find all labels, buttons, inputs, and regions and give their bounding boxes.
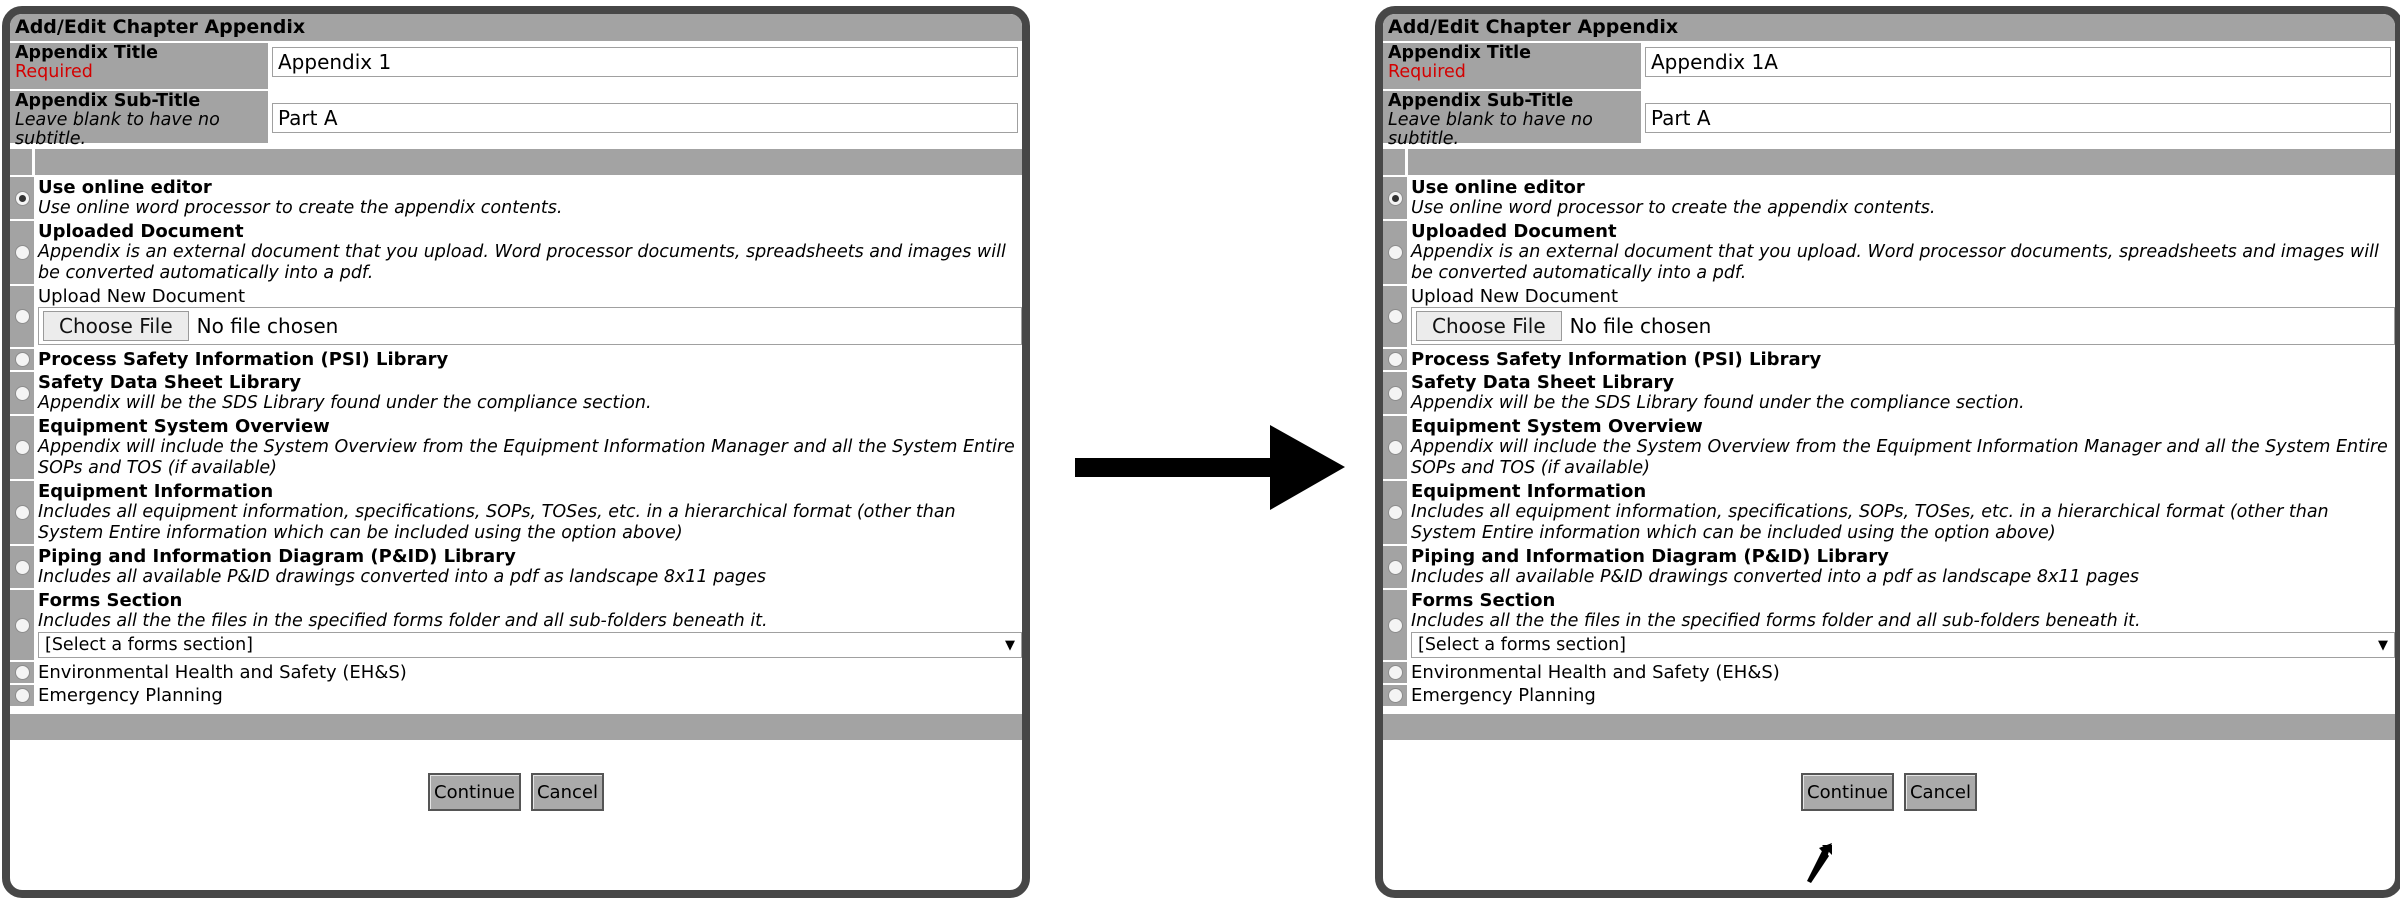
appendix-title-label: Appendix Title (1388, 43, 1531, 63)
option-title: Process Safety Information (PSI) Library (38, 349, 449, 370)
continue-button[interactable]: Continue (428, 773, 521, 811)
appendix-subtitle-label-cell (1383, 91, 1641, 149)
appendix-subtitle-input[interactable] (1645, 103, 2391, 133)
footer-divider (1383, 714, 2395, 740)
option-online-editor[interactable] (1383, 175, 2395, 219)
chevron-down-icon: ▼ (1005, 637, 1015, 653)
forms-section-select[interactable] (1411, 632, 2395, 658)
appendix-title-label: Appendix Title (15, 43, 158, 63)
subtitle-hint: Leave blank to have no subtitle. (1388, 110, 1593, 149)
appendix-subtitle-label: Appendix Sub-Title (1388, 91, 1574, 111)
mouse-pointer-icon (1805, 843, 1833, 883)
section-divider (1383, 149, 2395, 175)
option-title: Use online editor (1411, 177, 1585, 198)
option-desc: Appendix is an external document that you upload. Word processor documents, spreadsheets and images will be converted automatically into a pdf. (38, 242, 1006, 283)
option-equipment-information[interactable] (1383, 479, 2395, 544)
appendix-title-label-cell (1383, 43, 1641, 89)
option-title: Safety Data Sheet Library (1411, 372, 1675, 393)
option-title: Equipment System Overview (38, 416, 330, 437)
option-upload-new[interactable] (1383, 284, 2395, 347)
option-uploaded-document[interactable] (10, 219, 1022, 284)
action-buttons (1383, 773, 2395, 811)
option-pid-library[interactable] (1383, 544, 2395, 588)
option-desc: Includes all available P&ID drawings converted into a pdf as landscape 8x11 pages (1411, 567, 2140, 587)
radio-pid-library[interactable] (1388, 560, 1403, 575)
radio-sds-library[interactable] (15, 386, 30, 401)
footer-divider (10, 714, 1022, 740)
radio-forms-section[interactable] (1388, 618, 1403, 633)
option-upload-new[interactable] (10, 284, 1022, 347)
option-title: Piping and Information Diagram (P&ID) Library (38, 546, 516, 567)
file-status: No file chosen (1569, 313, 1712, 338)
option-title: Upload New Document (1411, 286, 1619, 307)
continue-button[interactable]: Continue (1801, 773, 1894, 811)
chevron-down-icon: ▼ (2378, 637, 2388, 653)
appendix-subtitle-row (10, 89, 1022, 149)
option-desc: Appendix will include the System Overview from the Equipment Information Manager and all the System Entire SOPs and TOS (if available) (38, 437, 1015, 478)
appendix-subtitle-label-cell (10, 91, 268, 149)
required-note: Required (1388, 62, 1466, 82)
radio-ehs[interactable] (15, 665, 30, 680)
option-desc: Includes all available P&ID drawings converted into a pdf as landscape 8x11 pages (38, 567, 767, 587)
appendix-title-input[interactable] (272, 47, 1018, 77)
appendix-subtitle-row (1383, 89, 2395, 149)
option-title: Use online editor (38, 177, 212, 198)
radio-sds-library[interactable] (1388, 386, 1403, 401)
option-equipment-overview[interactable] (1383, 414, 2395, 479)
option-desc: Appendix will be the SDS Library found under the compliance section. (1411, 393, 2025, 413)
dialog-title: Add/Edit Chapter Appendix (10, 14, 1022, 41)
radio-pid-library[interactable] (15, 560, 30, 575)
file-status: No file chosen (196, 313, 339, 338)
radio-equipment-overview[interactable] (1388, 440, 1403, 455)
appendix-title-row (1383, 41, 2395, 89)
arrow-right-icon (1075, 425, 1345, 510)
option-title: Emergency Planning (1411, 685, 1596, 706)
option-title: Piping and Information Diagram (P&ID) Library (1411, 546, 1889, 567)
option-desc: Includes all the the files in the specified forms folder and all sub-folders beneath it. (38, 611, 768, 631)
option-sds-library[interactable] (1383, 370, 2395, 414)
radio-emergency-planning[interactable] (1388, 688, 1403, 703)
option-emergency-planning[interactable] (1383, 683, 2395, 706)
option-desc: Appendix will be the SDS Library found under the compliance section. (38, 393, 652, 413)
option-desc: Appendix is an external document that you upload. Word processor documents, spreadsheets and images will be converted automatically into a pdf. (1411, 242, 2379, 283)
option-title: Forms Section (38, 590, 183, 611)
option-title: Equipment Information (38, 481, 274, 502)
choose-file-button[interactable]: Choose File (1416, 311, 1562, 341)
option-desc: Includes all equipment information, specifications, SOPs, TOSes, etc. in a hierarchical format (other than System Entire information which can be included using the option above) (38, 502, 956, 543)
option-title: Upload New Document (38, 286, 246, 307)
option-psi-library[interactable] (10, 347, 1022, 370)
appendix-title-label-cell (10, 43, 268, 89)
option-emergency-planning[interactable] (10, 683, 1022, 706)
option-uploaded-document[interactable] (1383, 219, 2395, 284)
option-forms-section[interactable] (1383, 588, 2395, 660)
option-online-editor[interactable] (10, 175, 1022, 219)
choose-file-button[interactable]: Choose File (43, 311, 189, 341)
option-ehs[interactable] (10, 660, 1022, 683)
radio-ehs[interactable] (1388, 665, 1403, 680)
option-forms-section[interactable] (10, 588, 1022, 660)
option-desc: Appendix will include the System Overview from the Equipment Information Manager and all the System Entire SOPs and TOS (if available) (1411, 437, 2388, 478)
option-title: Equipment Information (1411, 481, 1647, 502)
required-note: Required (15, 62, 93, 82)
option-title: Forms Section (1411, 590, 1556, 611)
appendix-subtitle-label: Appendix Sub-Title (15, 91, 201, 111)
dialog-title: Add/Edit Chapter Appendix (1383, 14, 2395, 41)
file-picker (1411, 307, 2395, 345)
appendix-title-row (10, 41, 1022, 89)
option-sds-library[interactable] (10, 370, 1022, 414)
cancel-button[interactable]: Cancel (531, 773, 604, 811)
action-buttons (10, 773, 1022, 811)
cancel-button[interactable]: Cancel (1904, 773, 1977, 811)
option-desc: Use online word processor to create the appendix contents. (1411, 198, 1936, 218)
option-pid-library[interactable] (10, 544, 1022, 588)
option-desc: Includes all equipment information, specifications, SOPs, TOSes, etc. in a hierarchical format (other than System Entire information which can be included using the option above) (1411, 502, 2329, 543)
radio-equipment-information[interactable] (1388, 505, 1403, 520)
radio-equipment-overview[interactable] (15, 440, 30, 455)
section-divider (10, 149, 1022, 175)
radio-online-editor[interactable] (1388, 191, 1403, 206)
appendix-title-input[interactable] (1645, 47, 2391, 77)
option-title: Uploaded Document (38, 221, 244, 242)
radio-upload-new[interactable] (15, 309, 30, 324)
forms-section-select-value: [Select a forms section] (45, 634, 254, 655)
option-title: Environmental Health and Safety (EH&S) (1411, 662, 1780, 683)
option-equipment-information[interactable] (10, 479, 1022, 544)
file-picker (38, 307, 1022, 345)
forms-section-select[interactable] (38, 632, 1022, 658)
radio-uploaded-document[interactable] (15, 245, 30, 260)
option-ehs[interactable] (1383, 660, 2395, 683)
option-title: Process Safety Information (PSI) Library (1411, 349, 1822, 370)
option-title: Equipment System Overview (1411, 416, 1703, 437)
radio-psi-library[interactable] (1388, 352, 1403, 367)
radio-emergency-planning[interactable] (15, 688, 30, 703)
option-title: Safety Data Sheet Library (38, 372, 302, 393)
dialog-after (1375, 6, 2400, 898)
radio-forms-section[interactable] (15, 618, 30, 633)
option-title: Environmental Health and Safety (EH&S) (38, 662, 407, 683)
radio-online-editor[interactable] (15, 191, 30, 206)
option-desc: Includes all the the files in the specified forms folder and all sub-folders beneath it. (1411, 611, 2141, 631)
option-desc: Use online word processor to create the appendix contents. (38, 198, 563, 218)
option-title: Emergency Planning (38, 685, 223, 706)
subtitle-hint: Leave blank to have no subtitle. (15, 110, 220, 149)
appendix-subtitle-input[interactable] (272, 103, 1018, 133)
radio-psi-library[interactable] (15, 352, 30, 367)
option-psi-library[interactable] (1383, 347, 2395, 370)
forms-section-select-value: [Select a forms section] (1418, 634, 1627, 655)
option-equipment-overview[interactable] (10, 414, 1022, 479)
option-title: Uploaded Document (1411, 221, 1617, 242)
radio-uploaded-document[interactable] (1388, 245, 1403, 260)
dialog-before (2, 6, 1030, 898)
radio-equipment-information[interactable] (15, 505, 30, 520)
radio-upload-new[interactable] (1388, 309, 1403, 324)
